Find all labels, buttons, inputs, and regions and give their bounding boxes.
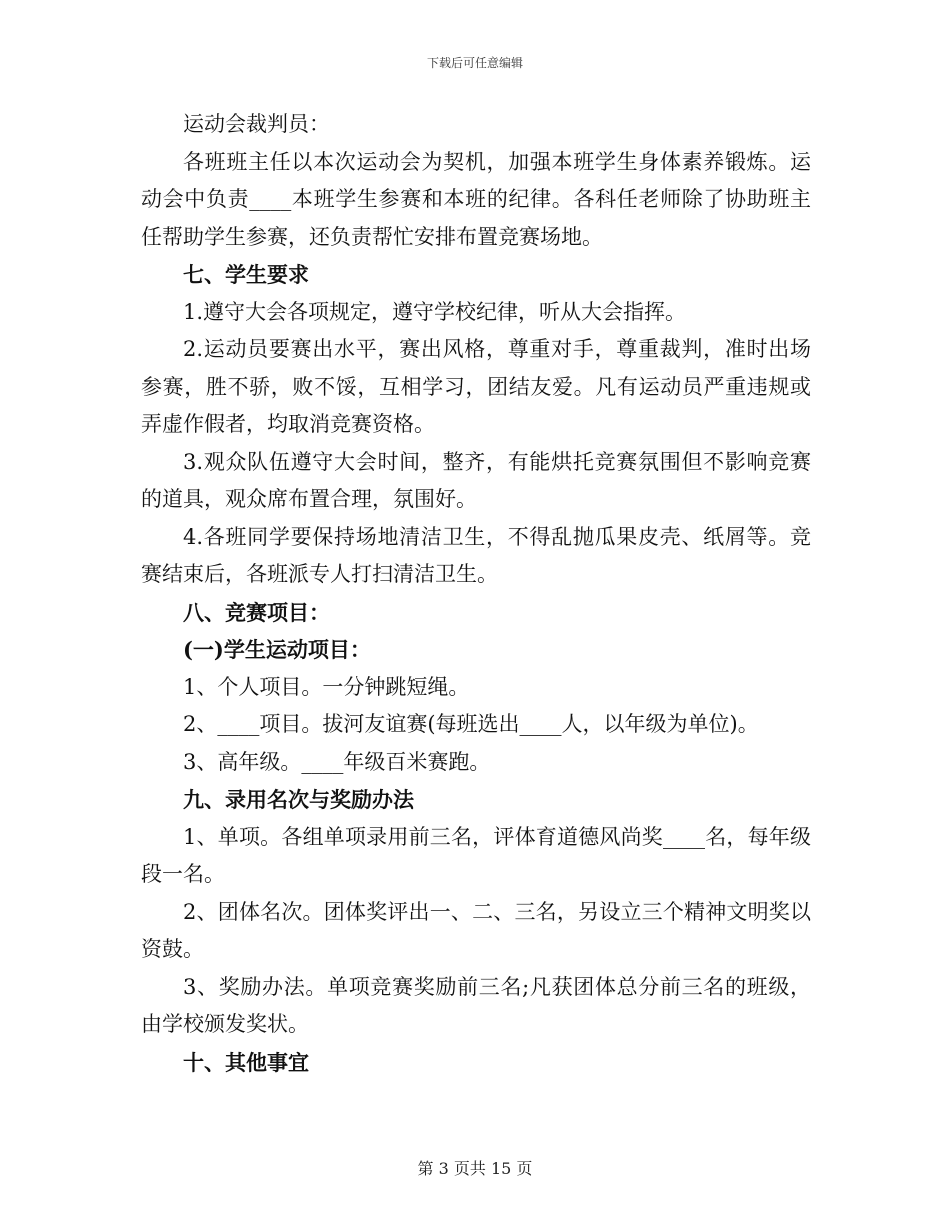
paragraph: 各班班主任以本次运动会为契机，加强本班学生身体素养锻炼。运动会中负责____本班学生参赛和本班的纪律。各科任老师除了协助班主任帮助学生参赛，还负责帮忙安排布置竞赛场地。 xyxy=(141,149,811,249)
section-heading: 十、其他事宜 xyxy=(183,1049,309,1075)
list-item: 3.观众队伍遵守大会时间，整齐，有能烘托竞赛氛围但不影响竞赛的道具，观众席布置合理，氛围好。 xyxy=(141,449,811,511)
list-item: 2、____项目。拔河友谊赛(每班选出____人，以年级为单位)。 xyxy=(183,712,759,736)
list-item: 4.各班同学要保持场地清洁卫生，不得乱抛瓜果皮壳、纸屑等。竞赛结束后，各班派专人打扫清洁卫生。 xyxy=(141,524,811,586)
list-item: 2.运动员要赛出水平，赛出风格，尊重对手，尊重裁判，准时出场参赛，胜不骄，败不馁，互相学习，团结友爱。凡有运动员严重违规或弄虚作假者，均取消竞赛资格。 xyxy=(141,337,811,436)
page-footer: 第 3 页共 15 页 xyxy=(417,1159,533,1178)
subsection-heading: (一)学生运动项目： xyxy=(183,637,371,662)
list-item: 3、奖励办法。单项竞赛奖励前三名;凡获团体总分前三名的班级，由学校颁发奖状。 xyxy=(141,974,811,1036)
section-heading: 七、学生要求 xyxy=(183,262,309,287)
section-heading: 九、录用名次与奖励办法 xyxy=(183,787,414,812)
paragraph: 运动会裁判员： xyxy=(183,112,330,136)
list-item: 1、个人项目。一分钟跳短绳。 xyxy=(183,674,470,699)
page-header: 下载后可任意编辑 xyxy=(426,56,523,70)
section-heading: 八、竞赛项目： xyxy=(183,599,330,625)
list-item: 3、高年级。____年级百米赛跑。 xyxy=(183,749,491,774)
list-item: 2、团体名次。团体奖评出一、二、三名，另设立三个精神文明奖以资鼓。 xyxy=(141,899,811,961)
list-item: 1.遵守大会各项规定，遵守学校纪律，听从大会指挥。 xyxy=(183,299,687,324)
list-item: 1、单项。各组单项录用前三名，评体育道德风尚奖____名，每年级段一名。 xyxy=(141,824,811,886)
document-body xyxy=(141,106,811,1081)
